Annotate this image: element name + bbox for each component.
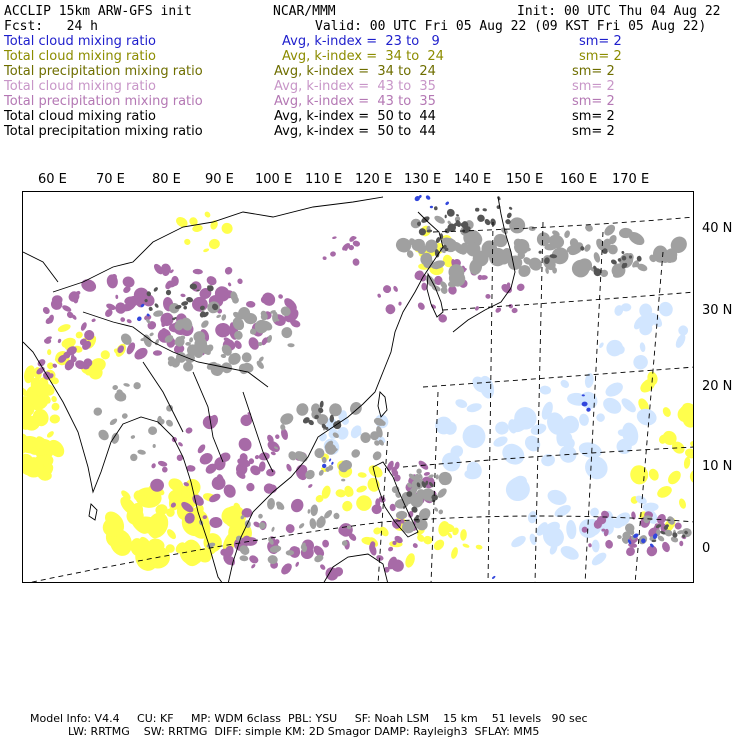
purple-cloud-area	[246, 482, 256, 492]
gray-cloud-area	[189, 337, 194, 343]
light-blue-cloud-area	[539, 385, 551, 395]
gray-cloud-area	[295, 402, 309, 416]
purple-cloud-area	[150, 479, 164, 492]
gray-cloud-area	[563, 230, 571, 239]
gray-cloud-area	[221, 314, 227, 322]
purple-cloud-area	[494, 306, 502, 313]
gray-cloud-area	[433, 507, 438, 513]
blue-cloud-core	[445, 201, 450, 206]
purple-cloud-area	[384, 303, 396, 315]
gray-cloud-area	[137, 449, 146, 455]
yellow-cloud-area	[49, 414, 60, 424]
gray-cloud-area	[415, 468, 422, 475]
map-panel	[22, 191, 694, 583]
light-blue-cloud-area	[509, 534, 527, 550]
purple-cloud-area	[511, 308, 517, 314]
purple-cloud-area	[227, 282, 231, 287]
gray-cloud-area	[200, 319, 210, 329]
blue-cloud-core	[498, 582, 503, 583]
gray-cloud-area	[281, 326, 294, 339]
coastline	[243, 392, 273, 472]
light-blue-cloud-area	[600, 395, 624, 417]
yellow-cloud-area	[450, 546, 459, 559]
gray-cloud-area	[528, 226, 536, 232]
purple-cloud-area	[279, 561, 294, 576]
legend-row	[4, 79, 740, 94]
purple-cloud-area	[421, 282, 427, 290]
graticule-line	[431, 392, 438, 583]
light-blue-cloud-area	[566, 520, 577, 540]
purple-cloud-area	[371, 504, 382, 515]
longitude-label: 100 E	[255, 172, 293, 187]
purple-cloud-area	[332, 236, 337, 240]
latitude-label: 30 N	[702, 303, 733, 318]
light-blue-cloud-area	[454, 398, 468, 410]
yellow-cloud-area	[683, 456, 691, 469]
dark-cloud-core	[456, 214, 459, 217]
gray-cloud-area	[298, 522, 305, 529]
legend-field: Total cloud mixing ratio	[4, 109, 157, 124]
purple-cloud-area	[193, 269, 204, 275]
forecast-map	[23, 192, 694, 583]
purple-cloud-area	[91, 318, 96, 323]
yellow-cloud-area	[46, 430, 55, 439]
legend-level-range: Avg, k-index = 50 to 44	[274, 124, 436, 139]
light-blue-cloud-area	[590, 550, 609, 568]
light-blue-cloud-area	[578, 413, 589, 426]
longitude-label: 170 E	[612, 172, 650, 187]
light-blue-cloud-area	[598, 342, 605, 349]
organization-label: NCAR/MMM	[273, 4, 336, 19]
gray-cloud-area	[182, 361, 195, 373]
yellow-cloud-area	[57, 323, 72, 334]
legend-row	[4, 94, 740, 109]
model-info-line1: Model Info: V4.4 CU: KF MP: WDM 6class PBL: YSU SF: Noah LSM 15 km 51 levels 90 sec	[30, 712, 588, 725]
gray-cloud-area	[267, 498, 276, 510]
purple-cloud-area	[322, 539, 330, 548]
purple-cloud-area	[258, 452, 270, 461]
gray-cloud-area	[112, 384, 119, 390]
light-blue-cloud-area	[558, 543, 581, 562]
purple-cloud-area	[319, 563, 326, 571]
gray-cloud-area	[341, 479, 345, 482]
purple-cloud-area	[61, 304, 72, 313]
gray-cloud-area	[121, 412, 128, 419]
purple-cloud-area	[157, 460, 168, 468]
longitude-label: 110 E	[305, 172, 343, 187]
coastline	[23, 252, 58, 282]
yellow-cloud-area	[665, 468, 683, 486]
yellow-cloud-area	[340, 499, 354, 513]
yellow-cloud-area	[678, 498, 687, 510]
gray-cloud-area	[133, 382, 141, 390]
latitude-label: 0	[702, 541, 711, 556]
legend-field: Total cloud mixing ratio	[4, 49, 157, 64]
longitude-label: 90 E	[205, 172, 234, 187]
purple-cloud-area	[289, 497, 306, 514]
gray-cloud-area	[593, 251, 602, 263]
light-blue-cloud-area	[559, 378, 571, 389]
legend-smoothing: sm= 2	[572, 94, 615, 109]
yellow-cloud-area	[460, 529, 467, 541]
yellow-cloud-area	[661, 406, 672, 418]
gray-cloud-area	[436, 470, 454, 488]
blue-cloud-core	[497, 582, 499, 583]
coastline	[378, 392, 387, 417]
coastline	[89, 504, 97, 520]
legend-field: Total cloud mixing ratio	[4, 79, 157, 94]
legend-level-range: Avg, k-index = 43 to 35	[274, 79, 436, 94]
yellow-cloud-area	[355, 484, 367, 494]
purple-cloud-area	[177, 441, 183, 447]
yellow-cloud-area	[628, 463, 650, 486]
purple-cloud-area	[185, 426, 194, 434]
purple-cloud-area	[266, 468, 276, 476]
gray-cloud-area	[110, 432, 120, 445]
purple-cloud-area	[604, 539, 614, 550]
purple-cloud-area	[516, 282, 526, 292]
purple-cloud-area	[121, 275, 136, 289]
purple-cloud-area	[236, 278, 243, 285]
light-blue-cloud-area	[464, 469, 480, 479]
purple-cloud-area	[277, 293, 283, 299]
longitude-label: 150 E	[506, 172, 544, 187]
gray-cloud-area	[92, 406, 103, 417]
legend-smoothing: sm= 2	[579, 34, 622, 49]
yellow-cloud-area	[208, 238, 221, 250]
light-blue-cloud-area	[522, 433, 544, 455]
latitude-label: 10 N	[702, 459, 733, 474]
legend-field: Total precipitation mixing ratio	[4, 124, 203, 139]
init-time: Init: 00 UTC Thu 04 Aug 22	[517, 4, 721, 19]
purple-cloud-area	[416, 301, 426, 311]
yellow-cloud-area	[404, 552, 417, 569]
legend-level-range: Avg, k-index = 43 to 35	[274, 94, 436, 109]
dark-cloud-core	[154, 303, 160, 309]
legend-field: Total precipitation mixing ratio	[4, 94, 203, 109]
plot-title: ACCLIP 15km ARW-GFS init	[4, 4, 192, 19]
yellow-cloud-area	[475, 544, 483, 550]
gray-cloud-area	[130, 435, 135, 440]
dark-cloud-core	[484, 218, 492, 226]
purple-cloud-area	[674, 522, 681, 529]
gray-cloud-area	[148, 426, 157, 435]
purple-cloud-area	[153, 350, 162, 356]
purple-cloud-area	[322, 256, 326, 260]
blue-cloud-core	[329, 458, 332, 462]
graticule-line	[488, 222, 493, 583]
dark-cloud-core	[482, 208, 487, 212]
yellow-cloud-area	[183, 238, 192, 247]
dark-cloud-core	[621, 251, 624, 255]
model-info-line2: LW: RRTMG SW: RRTMG DIFF: simple KM: 2D Smagor DAMP: Rayleigh3 SFLAY: MM5	[68, 725, 540, 738]
legend-row	[4, 34, 740, 49]
gray-cloud-area	[309, 518, 317, 530]
purple-cloud-area	[205, 274, 218, 287]
gray-cloud-area	[257, 513, 263, 519]
light-blue-cloud-area	[639, 342, 646, 353]
purple-cloud-area	[80, 321, 88, 331]
light-blue-cloud-area	[540, 453, 556, 467]
purple-cloud-area	[151, 463, 157, 469]
gray-cloud-area	[123, 383, 130, 388]
gray-cloud-area	[239, 555, 248, 562]
legend-level-range: Avg, k-index = 50 to 44	[274, 109, 436, 124]
purple-cloud-area	[180, 293, 186, 297]
dark-cloud-core	[475, 208, 480, 212]
yellow-cloud-area	[462, 543, 470, 549]
yellow-cloud-area	[422, 535, 433, 545]
gray-cloud-area	[216, 314, 222, 319]
yellow-cloud-area	[165, 528, 177, 541]
purple-cloud-area	[398, 301, 402, 305]
latitude-label: 40 N	[702, 221, 733, 236]
gray-cloud-area	[509, 217, 526, 234]
purple-cloud-area	[377, 293, 382, 298]
yellow-cloud-area	[47, 349, 51, 355]
legend-field: Total precipitation mixing ratio	[4, 64, 203, 79]
gray-cloud-area	[165, 418, 175, 428]
gray-cloud-area	[617, 535, 623, 540]
longitude-label: 140 E	[454, 172, 492, 187]
gray-cloud-area	[293, 449, 310, 464]
gray-cloud-area	[278, 411, 295, 427]
legend-level-range: Avg, k-index = 34 to 24	[274, 64, 436, 79]
purple-cloud-area	[171, 276, 179, 286]
dark-cloud-core	[508, 206, 512, 210]
yellow-cloud-area	[175, 538, 208, 570]
legend-level-range: Avg, k-index = 34 to 24	[282, 49, 444, 64]
gray-cloud-area	[149, 332, 154, 337]
purple-cloud-area	[387, 546, 394, 552]
light-blue-cloud-area	[591, 539, 599, 552]
purple-cloud-area	[330, 251, 337, 257]
legend-field: Total cloud mixing ratio	[4, 34, 157, 49]
legend-row	[4, 109, 740, 124]
light-blue-cloud-area	[595, 412, 606, 423]
purple-cloud-area	[57, 338, 61, 343]
light-blue-cloud-area	[635, 406, 659, 427]
blue-cloud-core	[492, 575, 496, 579]
light-blue-cloud-area	[553, 503, 573, 520]
yellow-cloud-area	[354, 493, 375, 514]
dark-cloud-core	[538, 250, 542, 254]
purple-cloud-area	[285, 463, 292, 472]
light-blue-cloud-area	[466, 402, 483, 414]
gray-cloud-area	[333, 512, 340, 519]
purple-cloud-area	[132, 345, 150, 361]
dark-cloud-core	[445, 207, 456, 218]
purple-cloud-area	[307, 483, 313, 488]
light-blue-cloud-area	[460, 422, 489, 451]
valid-time: Valid: 00 UTC Fri 05 Aug 22 (09 KST Fri 05 Aug 22)	[315, 19, 707, 34]
purple-cloud-area	[588, 543, 592, 548]
purple-cloud-area	[485, 294, 491, 300]
gray-cloud-area	[152, 444, 155, 448]
legend-level-range: Avg, k-index = 23 to 9	[282, 34, 440, 49]
dark-cloud-core	[434, 206, 438, 211]
purple-cloud-area	[209, 517, 222, 528]
dark-cloud-core	[506, 212, 513, 219]
dark-cloud-core	[183, 306, 187, 310]
light-blue-cloud-area	[631, 352, 651, 372]
dark-cloud-core	[148, 306, 153, 311]
purple-cloud-area	[661, 541, 672, 554]
light-blue-cloud-area	[674, 333, 688, 350]
light-blue-cloud-area	[603, 380, 625, 400]
purple-cloud-area	[582, 527, 588, 533]
yellow-cloud-area	[203, 248, 210, 253]
purple-cloud-area	[352, 258, 361, 267]
purple-cloud-area	[250, 563, 256, 569]
blue-cloud-core	[136, 316, 143, 322]
legend-row	[4, 49, 740, 64]
gray-cloud-area	[583, 243, 592, 253]
graticule-line	[443, 292, 694, 310]
gray-cloud-area	[109, 417, 119, 426]
legend-smoothing: sm= 2	[579, 49, 622, 64]
purple-cloud-area	[236, 435, 254, 453]
purple-cloud-area	[274, 434, 280, 440]
yellow-cloud-area	[74, 330, 84, 339]
blue-cloud-core	[331, 461, 334, 465]
gray-cloud-area	[433, 214, 446, 225]
yellow-cloud-area	[357, 472, 367, 478]
yellow-cloud-area	[688, 468, 694, 486]
gray-cloud-area	[129, 453, 138, 462]
purple-cloud-area	[196, 443, 207, 455]
gray-cloud-area	[371, 450, 383, 462]
gray-cloud-area	[310, 504, 319, 516]
purple-cloud-area	[392, 285, 399, 293]
blue-cloud-core	[425, 195, 431, 201]
dark-cloud-core	[445, 215, 447, 219]
purple-cloud-area	[259, 290, 278, 309]
dark-cloud-core	[319, 400, 324, 408]
gray-cloud-area	[435, 474, 439, 480]
legend-smoothing: sm= 2	[572, 109, 615, 124]
legend-row	[4, 64, 740, 79]
longitude-label: 130 E	[404, 172, 442, 187]
yellow-cloud-area	[432, 538, 446, 553]
legend-row	[4, 124, 740, 139]
legend-smoothing: sm= 2	[572, 64, 615, 79]
purple-cloud-area	[382, 284, 392, 294]
yellow-cloud-area	[689, 440, 694, 449]
purple-cloud-area	[284, 522, 296, 534]
purple-cloud-area	[126, 318, 132, 324]
purple-cloud-area	[248, 554, 260, 565]
dark-cloud-core	[477, 214, 486, 223]
yellow-cloud-area	[655, 484, 674, 501]
purple-cloud-area	[214, 322, 231, 338]
purple-cloud-area	[162, 466, 168, 472]
latitude-label: 20 N	[702, 379, 733, 394]
purple-cloud-area	[295, 561, 300, 567]
dark-cloud-core	[153, 286, 159, 292]
longitude-label: 120 E	[355, 172, 393, 187]
light-blue-cloud-area	[657, 300, 675, 319]
gray-cloud-area	[511, 236, 532, 257]
purple-cloud-area	[115, 295, 118, 299]
purple-cloud-area	[41, 306, 51, 316]
gray-cloud-area	[271, 526, 275, 532]
light-blue-cloud-area	[495, 421, 509, 435]
longitude-label: 160 E	[560, 172, 598, 187]
blue-cloud-core	[430, 206, 433, 209]
blue-cloud-core	[480, 582, 487, 583]
gray-cloud-area	[307, 509, 310, 514]
gray-cloud-area	[350, 447, 362, 459]
forecast-hour: Fcst: 24 h	[4, 19, 98, 34]
light-blue-cloud-area	[545, 487, 569, 508]
yellow-cloud-area	[647, 467, 661, 482]
purple-cloud-area	[119, 316, 126, 323]
gray-cloud-area	[241, 352, 252, 363]
light-blue-cloud-area	[619, 396, 638, 415]
purple-cloud-area	[412, 542, 419, 549]
longitude-label: 70 E	[96, 172, 125, 187]
dark-cloud-core	[165, 289, 171, 295]
longitude-label: 60 E	[38, 172, 67, 187]
purple-cloud-area	[679, 541, 683, 547]
legend-smoothing: sm= 2	[572, 124, 615, 139]
light-blue-cloud-area	[678, 325, 688, 336]
yellow-cloud-area	[51, 395, 58, 403]
yellow-cloud-area	[50, 401, 61, 412]
longitude-label: 80 E	[152, 172, 181, 187]
purple-cloud-area	[223, 265, 234, 276]
yellow-cloud-area	[203, 210, 211, 218]
gray-cloud-area	[438, 509, 444, 515]
legend-smoothing: sm= 2	[572, 79, 615, 94]
purple-cloud-area	[44, 338, 51, 344]
gray-cloud-area	[96, 428, 111, 443]
gray-cloud-area	[348, 400, 363, 416]
gray-cloud-area	[287, 343, 294, 347]
